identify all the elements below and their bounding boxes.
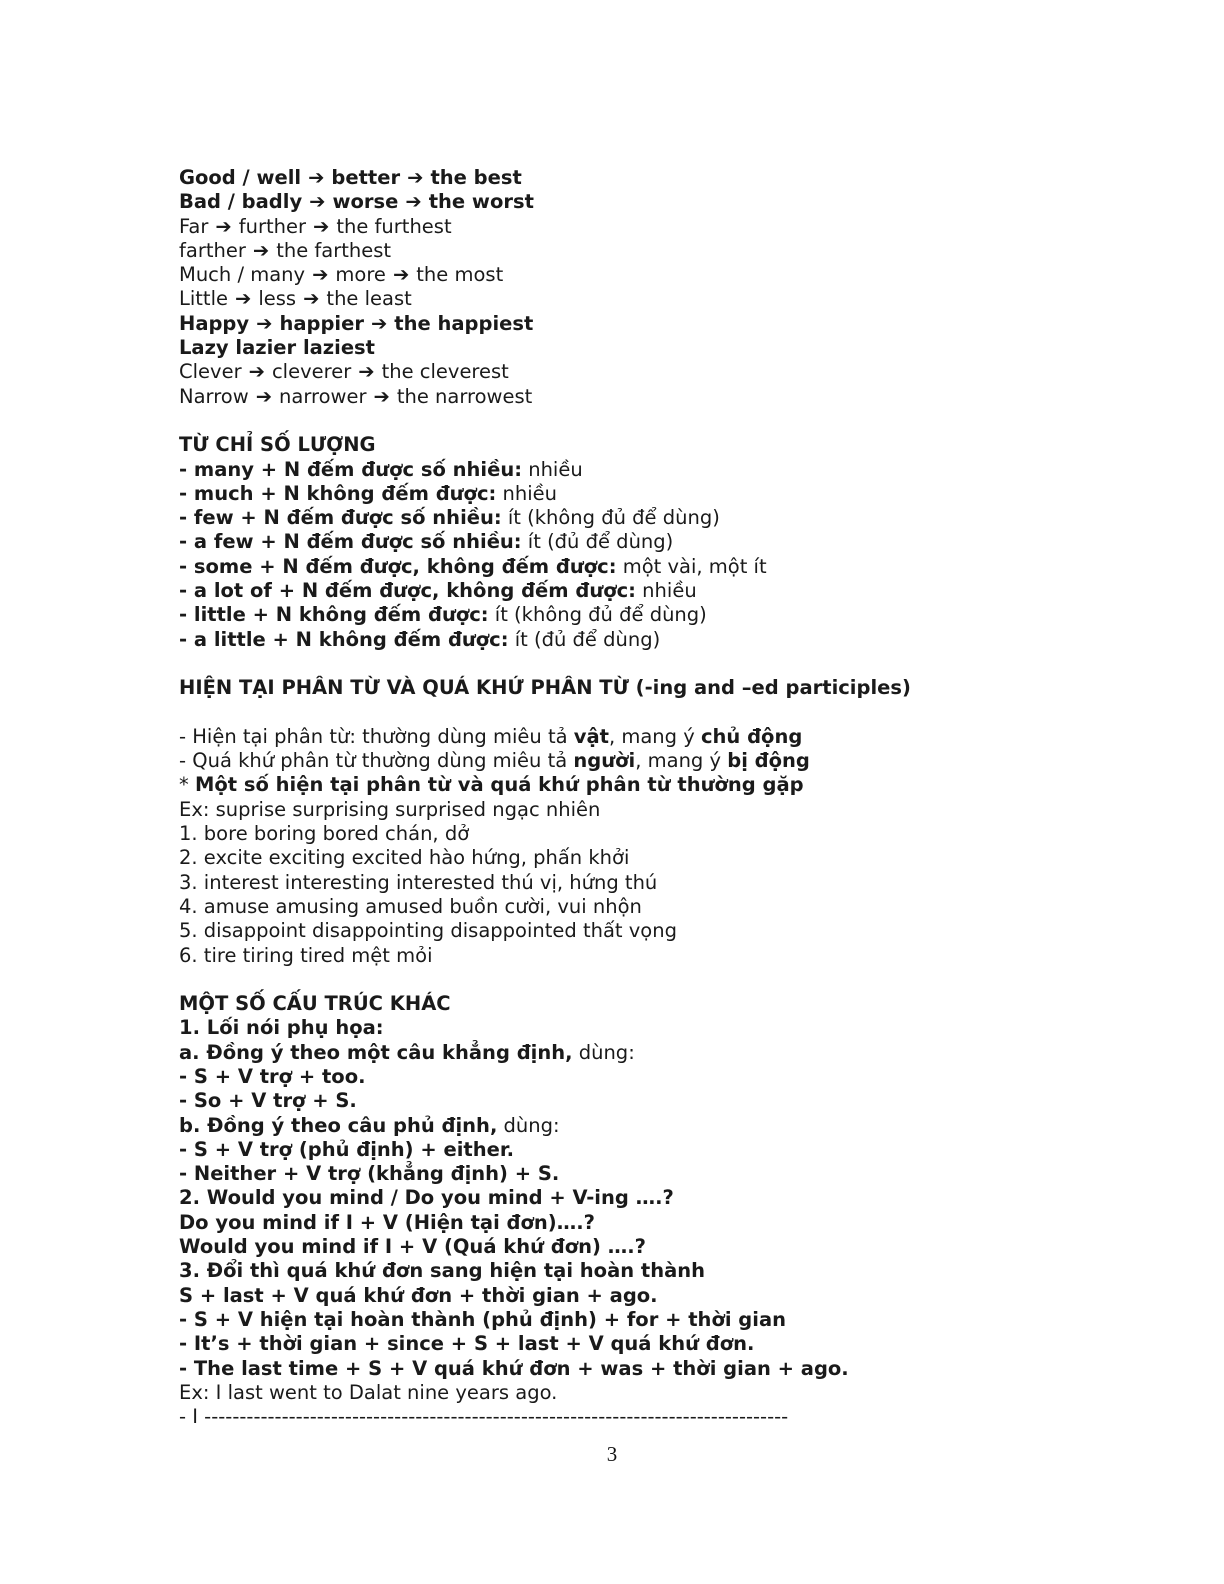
quantifier-line: - a lot of + N đếm được, không đếm được: nhiều [179, 579, 697, 603]
structure-line: Would you mind if I + V (Quá khứ đơn) ….? [179, 1235, 646, 1259]
arrow-icon: ➔ [252, 238, 270, 262]
participle-example: 5. disappoint disappointing disappointed thất vọng [179, 919, 677, 943]
participle-rule: - Quá khứ phân từ thường dùng miêu tả người, mang ý bị động [179, 749, 810, 773]
participle-example: 6. tire tiring tired mệt mỏi [179, 943, 433, 967]
arrow-icon: ➔ [405, 190, 422, 214]
comparative-line: Far ➔ further ➔ the furthest [179, 214, 452, 238]
comparative-line: Happy ➔ happier ➔ the happiest [179, 311, 534, 335]
quantifier-line: - little + N không đếm được: ít (không đủ để dùng) [179, 603, 707, 627]
section-heading: HIỆN TẠI PHÂN TỪ VÀ QUÁ KHỨ PHÂN TỪ (-ing and –ed participles) [179, 676, 911, 700]
quantifier-line: - a few + N đếm được số nhiều: ít (đủ để dùng) [179, 530, 674, 554]
participle-example: 2. excite exciting excited hào hứng, phấn khởi [179, 846, 630, 870]
fill-in-line: - I ----------------------------------------------------------------------------------- [179, 1405, 789, 1429]
comparative-line: Much / many ➔ more ➔ the most [179, 263, 504, 287]
arrow-icon: ➔ [235, 287, 252, 311]
arrow-icon: ➔ [256, 311, 273, 335]
quantifier-line: - much + N không đếm được: nhiều [179, 481, 558, 505]
arrow-icon: ➔ [358, 360, 375, 384]
quantifier-line: - many + N đếm được số nhiều: nhiều [179, 457, 583, 481]
arrow-icon: ➔ [309, 190, 326, 214]
section-heading: TỪ CHỈ SỐ LƯỢNG [179, 433, 376, 457]
arrow-icon: ➔ [373, 384, 390, 408]
spacer [179, 652, 1079, 676]
participle-example: 1. bore boring bored chán, dở [179, 822, 470, 846]
structure-line: - So + V trợ + S. [179, 1089, 357, 1113]
quantifier-line: - a little + N không đếm được: ít (đủ để dùng) [179, 627, 661, 651]
structure-line: b. Đồng ý theo câu phủ định, dùng: [179, 1113, 560, 1137]
participle-rule: - Hiện tại phân từ: thường dùng miêu tả vật, mang ý chủ động [179, 724, 803, 748]
comparative-line: Narrow ➔ narrower ➔ the narrowest [179, 384, 533, 408]
spacer [179, 968, 1079, 992]
comparative-line: Little ➔ less ➔ the least [179, 287, 412, 311]
quantifier-line: - few + N đếm được số nhiều: ít (không đủ để dùng) [179, 506, 720, 530]
comparative-line: Clever ➔ cleverer ➔ the cleverest [179, 360, 509, 384]
arrow-icon: ➔ [303, 287, 320, 311]
arrow-icon: ➔ [215, 214, 232, 238]
structure-example: Ex: I last went to Dalat nine years ago. [179, 1380, 558, 1404]
structure-line: 2. Would you mind / Do you mind + V-ing ….? [179, 1186, 674, 1210]
participle-rule: * Một số hiện tại phân từ và quá khứ phân từ thường gặp [179, 773, 804, 797]
structure-line: - S + V trợ + too. [179, 1064, 366, 1088]
structure-line: - S + V trợ (phủ định) + either. [179, 1137, 515, 1161]
participle-example: 3. interest interesting interested thú vị, hứng thú [179, 870, 658, 894]
structure-line: a. Đồng ý theo một câu khẳng định, dùng: [179, 1040, 635, 1064]
arrow-icon: ➔ [313, 214, 330, 238]
arrow-icon: ➔ [370, 311, 388, 335]
arrow-icon: ➔ [255, 384, 273, 408]
arrow-icon: ➔ [248, 360, 265, 384]
comparative-line: Good / well ➔ better ➔ the best [179, 166, 522, 189]
arrow-icon: ➔ [407, 166, 424, 189]
comparative-line: Bad / badly ➔ worse ➔ the worst [179, 190, 534, 214]
spacer [179, 409, 1079, 433]
structure-line: Do you mind if I + V (Hiện tại đơn)….? [179, 1210, 595, 1234]
section-heading: MỘT SỐ CẤU TRÚC KHÁC [179, 992, 451, 1016]
spacer [179, 701, 1079, 725]
arrow-icon: ➔ [312, 263, 329, 287]
structure-line: 1. Lối nói phụ họa: [179, 1016, 384, 1040]
comparative-line: farther ➔ the farthest [179, 238, 392, 262]
structure-line: - S + V hiện tại hoàn thành (phủ định) + for + thời gian [179, 1307, 786, 1331]
structure-line: - Neither + V trợ (khẳng định) + S. [179, 1162, 560, 1186]
arrow-icon: ➔ [392, 263, 410, 287]
quantifier-line: - some + N đếm được, không đếm được: một vài, một ít [179, 554, 767, 578]
structure-line: - The last time + S + V quá khứ đơn + was + thời gian + ago. [179, 1356, 849, 1380]
structure-line: 3. Đổi thì quá khứ đơn sang hiện tại hoàn thành [179, 1259, 706, 1283]
comparative-line: Lazy lazier laziest [179, 336, 375, 360]
page-number: 3 [606, 1442, 618, 1466]
participle-example: 4. amuse amusing amused buồn cười, vui nhộn [179, 894, 642, 918]
participle-example: Ex: suprise surprising surprised ngạc nhiên [179, 797, 601, 821]
arrow-icon: ➔ [308, 166, 325, 189]
structure-line: - It’s + thời gian + since + S + last + V quá khứ đơn. [179, 1332, 755, 1356]
document-page [179, 166, 1079, 1429]
structure-line: S + last + V quá khứ đơn + thời gian + ago. [179, 1283, 658, 1307]
